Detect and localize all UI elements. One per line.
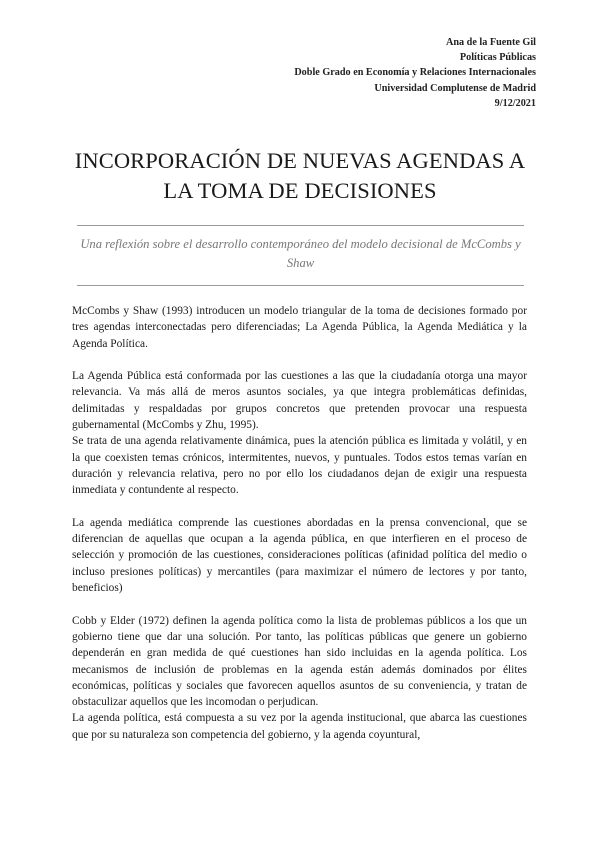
paragraph-political-agenda: Cobb y Elder (1972) definen la agenda política como la lista de problemas públicos a los que un gobierno tiene que dar una solución. Por tanto, las políticas públicas que genere un gobierno dependerán en gran medida de qué cuestiones han sido incluidas en la agenda política. Los mecanismos de inclusión de problemas en la agenda están además dominados por élites económicas, políticas y sociales que favorecen aquellos asuntos de su conveniencia, y tratan de obstaculizar aquellos que les incomodan o perjudican. bbox=[72, 614, 527, 709]
subtitle-top-divider bbox=[77, 225, 524, 226]
document-date: 9/12/2021 bbox=[494, 97, 536, 109]
paragraph-public-agenda-dynamics: Se trata de una agenda relativamente dinámica, pues la atención pública es limitada y volátil, y en la que coexisten temas crónicos, intermitentes, nuevos, y puntuales. Todos estos temas varían en duración y relevancia relativa, pero no por ello los ciudadanos dejan de exigir una respuesta inmediata y contundente al respecto. bbox=[72, 435, 527, 497]
author-header bbox=[294, 35, 536, 111]
document-subtitle: Una reflexión sobre el desarrollo contemporáneo del modelo decisional de McCombs y Shaw bbox=[80, 237, 521, 270]
university-name: Universidad Complutense de Madrid bbox=[374, 82, 536, 94]
paragraph-political-agenda-structure: La agenda política, está compuesta a su vez por la agenda institucional, que abarca las cuestiones que por su naturaleza son competencia del gobierno, y la agenda coyuntural, bbox=[72, 712, 527, 741]
subtitle-bottom-divider bbox=[77, 285, 524, 286]
degree-name: Doble Grado en Economía y Relaciones Internacionales bbox=[294, 67, 536, 79]
author-name: Ana de la Fuente Gil bbox=[446, 37, 536, 48]
paragraph-public-agenda: La Agenda Pública está conformada por las cuestiones a las que la ciudadanía otorga una mayor relevancia. Va más allá de meros asuntos sociales, ya que integra problemáticas definidas, delimitadas y respaldadas por grupos concretos que pretenden provocar una respuesta gubernamental (McCombs y Zhu, 1995). bbox=[72, 370, 527, 432]
paragraph-media-agenda: La agenda mediática comprende las cuestiones abordadas en la prensa convencional, que se diferencian de aquellas que ocupan a la agenda pública, en que interfieren en el proceso de selección y promoción de las cuestiones, consideraciones políticas (afinidad política del medio o incluso presiones políticas) y mercantiles (para maximizar el número de lectores y por tanto, beneficios) bbox=[72, 516, 527, 595]
document-body bbox=[72, 303, 527, 743]
document-title: INCORPORACIÓN DE NUEVAS AGENDAS A LA TOMA DE DECISIONES bbox=[74, 148, 526, 203]
course-name: Políticas Públicas bbox=[459, 52, 536, 64]
paragraph-intro: McCombs y Shaw (1993) introducen un modelo triangular de la toma de decisiones formado por tres agendas interconectadas pero diferenciadas; La Agenda Pública, la Agenda Mediática y la Agenda Política. bbox=[72, 305, 527, 350]
